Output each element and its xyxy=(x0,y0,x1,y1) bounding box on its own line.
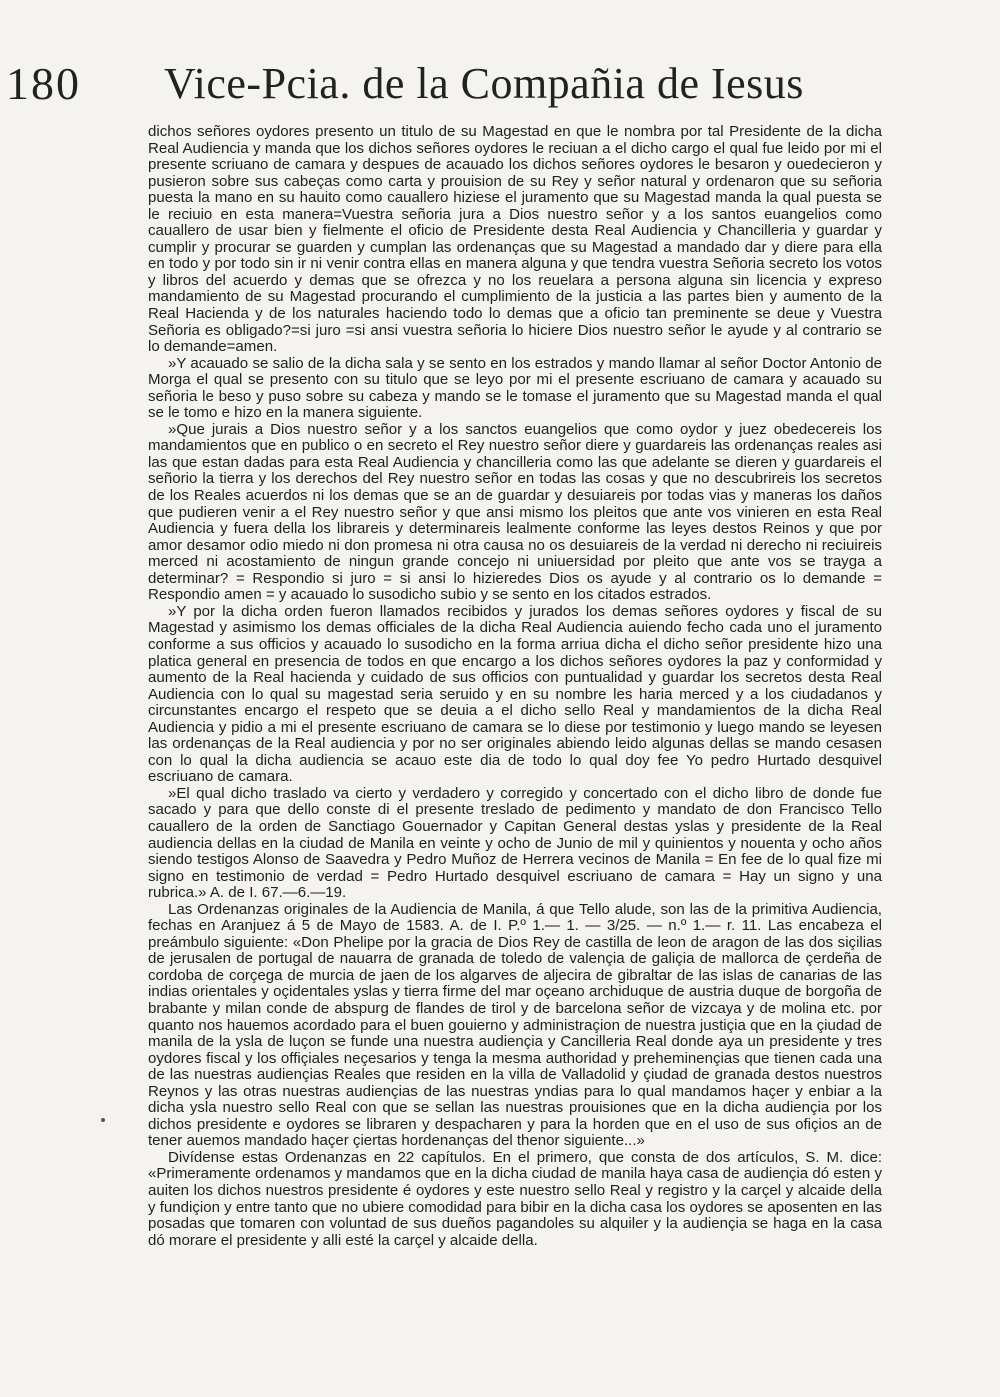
paragraph-morga-presented: »Y acauado se salio de la dicha sala y se sento en los estrados y mando llamar al señor Doctor Antonio de Morga el qual se presento con su titulo que se leyo por mi el presente escriuano de camara y acauado su señoria le beso y puso sobre su cabeza y mando se le tomase el juramento que su Magestad manda el qual se le tomo e hizo en la manera siguiente. xyxy=(148,354,882,422)
page-header xyxy=(0,54,1000,114)
page-number: 180 xyxy=(6,58,81,109)
paragraph-chapters: Divídense estas Ordenanzas en 22 capítulos. En el primero, que consta de dos artículos, S. M. dice: «Primeramente ordenamos y mandamos que en la dicha ciudad de manila haya casa de audiençia dó esten y auiten los dichos nuestros presidente é oydores y este nuestro sello Real y registro y la carçel y alcaide della y fundiçion y entre tanto que no ubiere comodidad para bibir en la dicha casa los oydores se aposenten en las posadas que tomaren con voluntad de sus dueños pagandoles su alquiler y la audiençia se haga en la casa dó morare el presidente y alli esté la carçel y alcaide della. xyxy=(148,1148,882,1249)
paragraph-officials-sworn: »Y por la dicha orden fueron llamados recibidos y jurados los demas señores oydores y fiscal de su Magestad y asimismo los demas officiales de la dicha Real Audiencia auiendo fecho cada uno el juramento conforme a sus officios y acauado lo susodicho en la forma arriua dicha el dicho señor presidente hizo una platica general en presencia de todos en que encargo a los dichos señores oydores la paz y conformidad y aumento de la Real hacienda y cuidado de sus officios con puntualidad y guardar los secretos desta Real Audiencia con lo qual su magestad seria seruido y en su nombre les haria merced y a los ciudadanos y circunstantes encargo el respeto que se deuia a el dicho sello Real y mandamientos de la dicha Real Audiencia y pidio a mi el presente escriuano de camara se lo diese por testimonio y luego mando se leyesen las ordenanças de la Real audiencia y por no ser originales abiendo leido algunas dellas se mando cesasen con lo qual la dicha audiencia se acauo este dia de todo lo qual doy fee Yo pedro Hurtado desquivel escriuano de camara. xyxy=(148,602,882,786)
body-text xyxy=(148,124,882,1249)
paragraph-certified-copy: »El qual dicho traslado va cierto y verdadero y corregido y concertado con el dicho libro de donde fue sacado y para que dello conste di el presente treslado de pedimento y mandato de don Francisco Tello cauallero de la orden de Sanctiago Gouernador y Capitan General destas yslas y presidente de la Real audiencia dellas en la ciudad de Manila en veinte y ocho de Junio de mil y quinientos y nouenta y ocho años siendo testigos Alonso de Saavedra y Pedro Muñoz de Herrera vecinos de Manila = En fee de lo qual fize mi signo en testimonio de verdad = Pedro Hurtado desquivel escriuano de camara = Hay un signo y una rubrica.» A. de I. 67.—6.—19. xyxy=(148,784,882,902)
paragraph-ordenanzas-preamble: Las Ordenanzas originales de la Audiencia de Manila, á que Tello alude, son las de la primitiva Audiencia, fechas en Aranjuez á 5 de Mayo de 1583. A. de I. P.º 1.— 1. — 3/25. — n.º 1.— r. 11. Las encabeza el preámbulo siguiente: «Don Phelipe por la gracia de Dios Rey de castilla de leon de aragon de las dos siçilias de jerusalen de portugal de nauarra de granada de toledo de valençia de galiçia de mallorca de çerdeña de cordoba de corçega de murcia de jaen de los algarves de aljecira de gibraltar de las islas de canarias de las indias orientales y oçidentales yslas y tierra firme del mar oçeano archiduque de austria duque de borgoña de brabante y milan conde de abspurg de flandes de tirol y de barcelona señor de vizcaya y de molina etc. por quanto nos hauemos acordado para el buen gouierno y administraçion de nuestra justiçia que en la çiudad de manila de la ysla de luçon se funde una nuestra audiençia y Cancilleria Real donde aya un presidente y tres oydores fiscal y los offiçiales neçesarios y tenga la mesma authoridad y preheminençias que tienen cada una de las nuestras audiençias Reales que residen en la villa de Valladolid y çiudad de granada destos nuestros Reynos y las otras nuestras audiençias de las nuestras yndias para lo qual mandamos haçer y enbiar a la dicha ysla nuestro sello Real con que se sellan las nuestras prouisiones que en la dicha audiençia por los dichos presidente e oydores se libraren y despacharen y para la horden que en el uso de sus ofiçios an de tener auemos mandado haçer çiertas hordenanças del thenor siguiente...» xyxy=(148,900,882,1150)
paragraph-oath-oydor: »Que jurais a Dios nuestro señor y a los sanctos euangelios que como oydor y juez obedecereis los mandamientos que en publico o en secreto el Rey nuestro señor diere y guardareis las ordenanças reales asi las que estan dadas para esta Real Audiencia y chancilleria como las que adelante se dieren y guardareis el señorio la tierra y los derechos del Rey nuestro señor en todas las cosas y que no descubrireis los secretos de los Reales acuerdos ni los demas que se an de guardar y desuiareis por todas vias y maneras los daños que pudieren venir a el Rey nuestro señor y que ansi mismo los pleitos que ante vos vinieren en esta Real Audiencia y fuera della los librareis y determinareis lealmente conforme las leyes destos Reinos y que por amor desamor odio miedo ni don promesa ni otra causa no os desuiareis de la verdad ni derecho ni reciuireis merced ni acostamiento de ningun grande concejo ni uniuersidad por pleito que ante vos se trayga a determinar? = Respondio si juro = si ansi lo hizieredes Dios os ayude y al contrario os lo demande = Respondio amen = y acauado lo susodicho subio y se sento en los citados estrados. xyxy=(148,420,882,604)
margin-mark xyxy=(101,1118,105,1122)
paragraph-oath-president: dichos señores oydores presento un titulo de su Magestad en que le nombra por tal Presidente de la dicha Real Audiencia y manda que los dichos señores oydores le reciuan a el dicho cargo el qual fue leido por mi el presente scriuano de camara y despues de acauado los dichos señores oydores le besaron y ouedecieron y pusieron sobre sus cabeças como carta y prouision de su Rey y señor natural y ordenaron que su señoria puesta la mano en su hauito como cauallero hiziese el juramento que su Magestad manda la qual puesta se le reciuio en esta manera=Vuestra señoria jura a Dios nuestro señor y a los santos euangelios como cauallero de usar bien y fielmente el oficio de Presidente desta Real Audiencia y Chancilleria y guardar y cumplir y procurar se guarden y cumplan las ordenanças que su Magestad a mandado dar y diere para ella en todo y por todo sin ir ni venir contra ellas en manera alguna y que tendra vuestra Señoria secreto los votos y libros del acuerdo y demas que se ofrezca y no los reuelara a persona alguna sin licencia y expreso mandamiento de su Magestad procurando el cumplimiento de la justicia a las partes bien y aumento de la Real Hacienda y de los naturales haciendo todo lo demas que a oficio tan preminente se deue y Vuestra Señoria es obligado?=si juro =si ansi vuestra señoria lo hiciere Dios nuestro señor le ayude y al contrario se lo demande=amen. xyxy=(148,123,882,356)
running-title: Vice-Pcia. de la Compañia de Iesus xyxy=(164,59,804,108)
